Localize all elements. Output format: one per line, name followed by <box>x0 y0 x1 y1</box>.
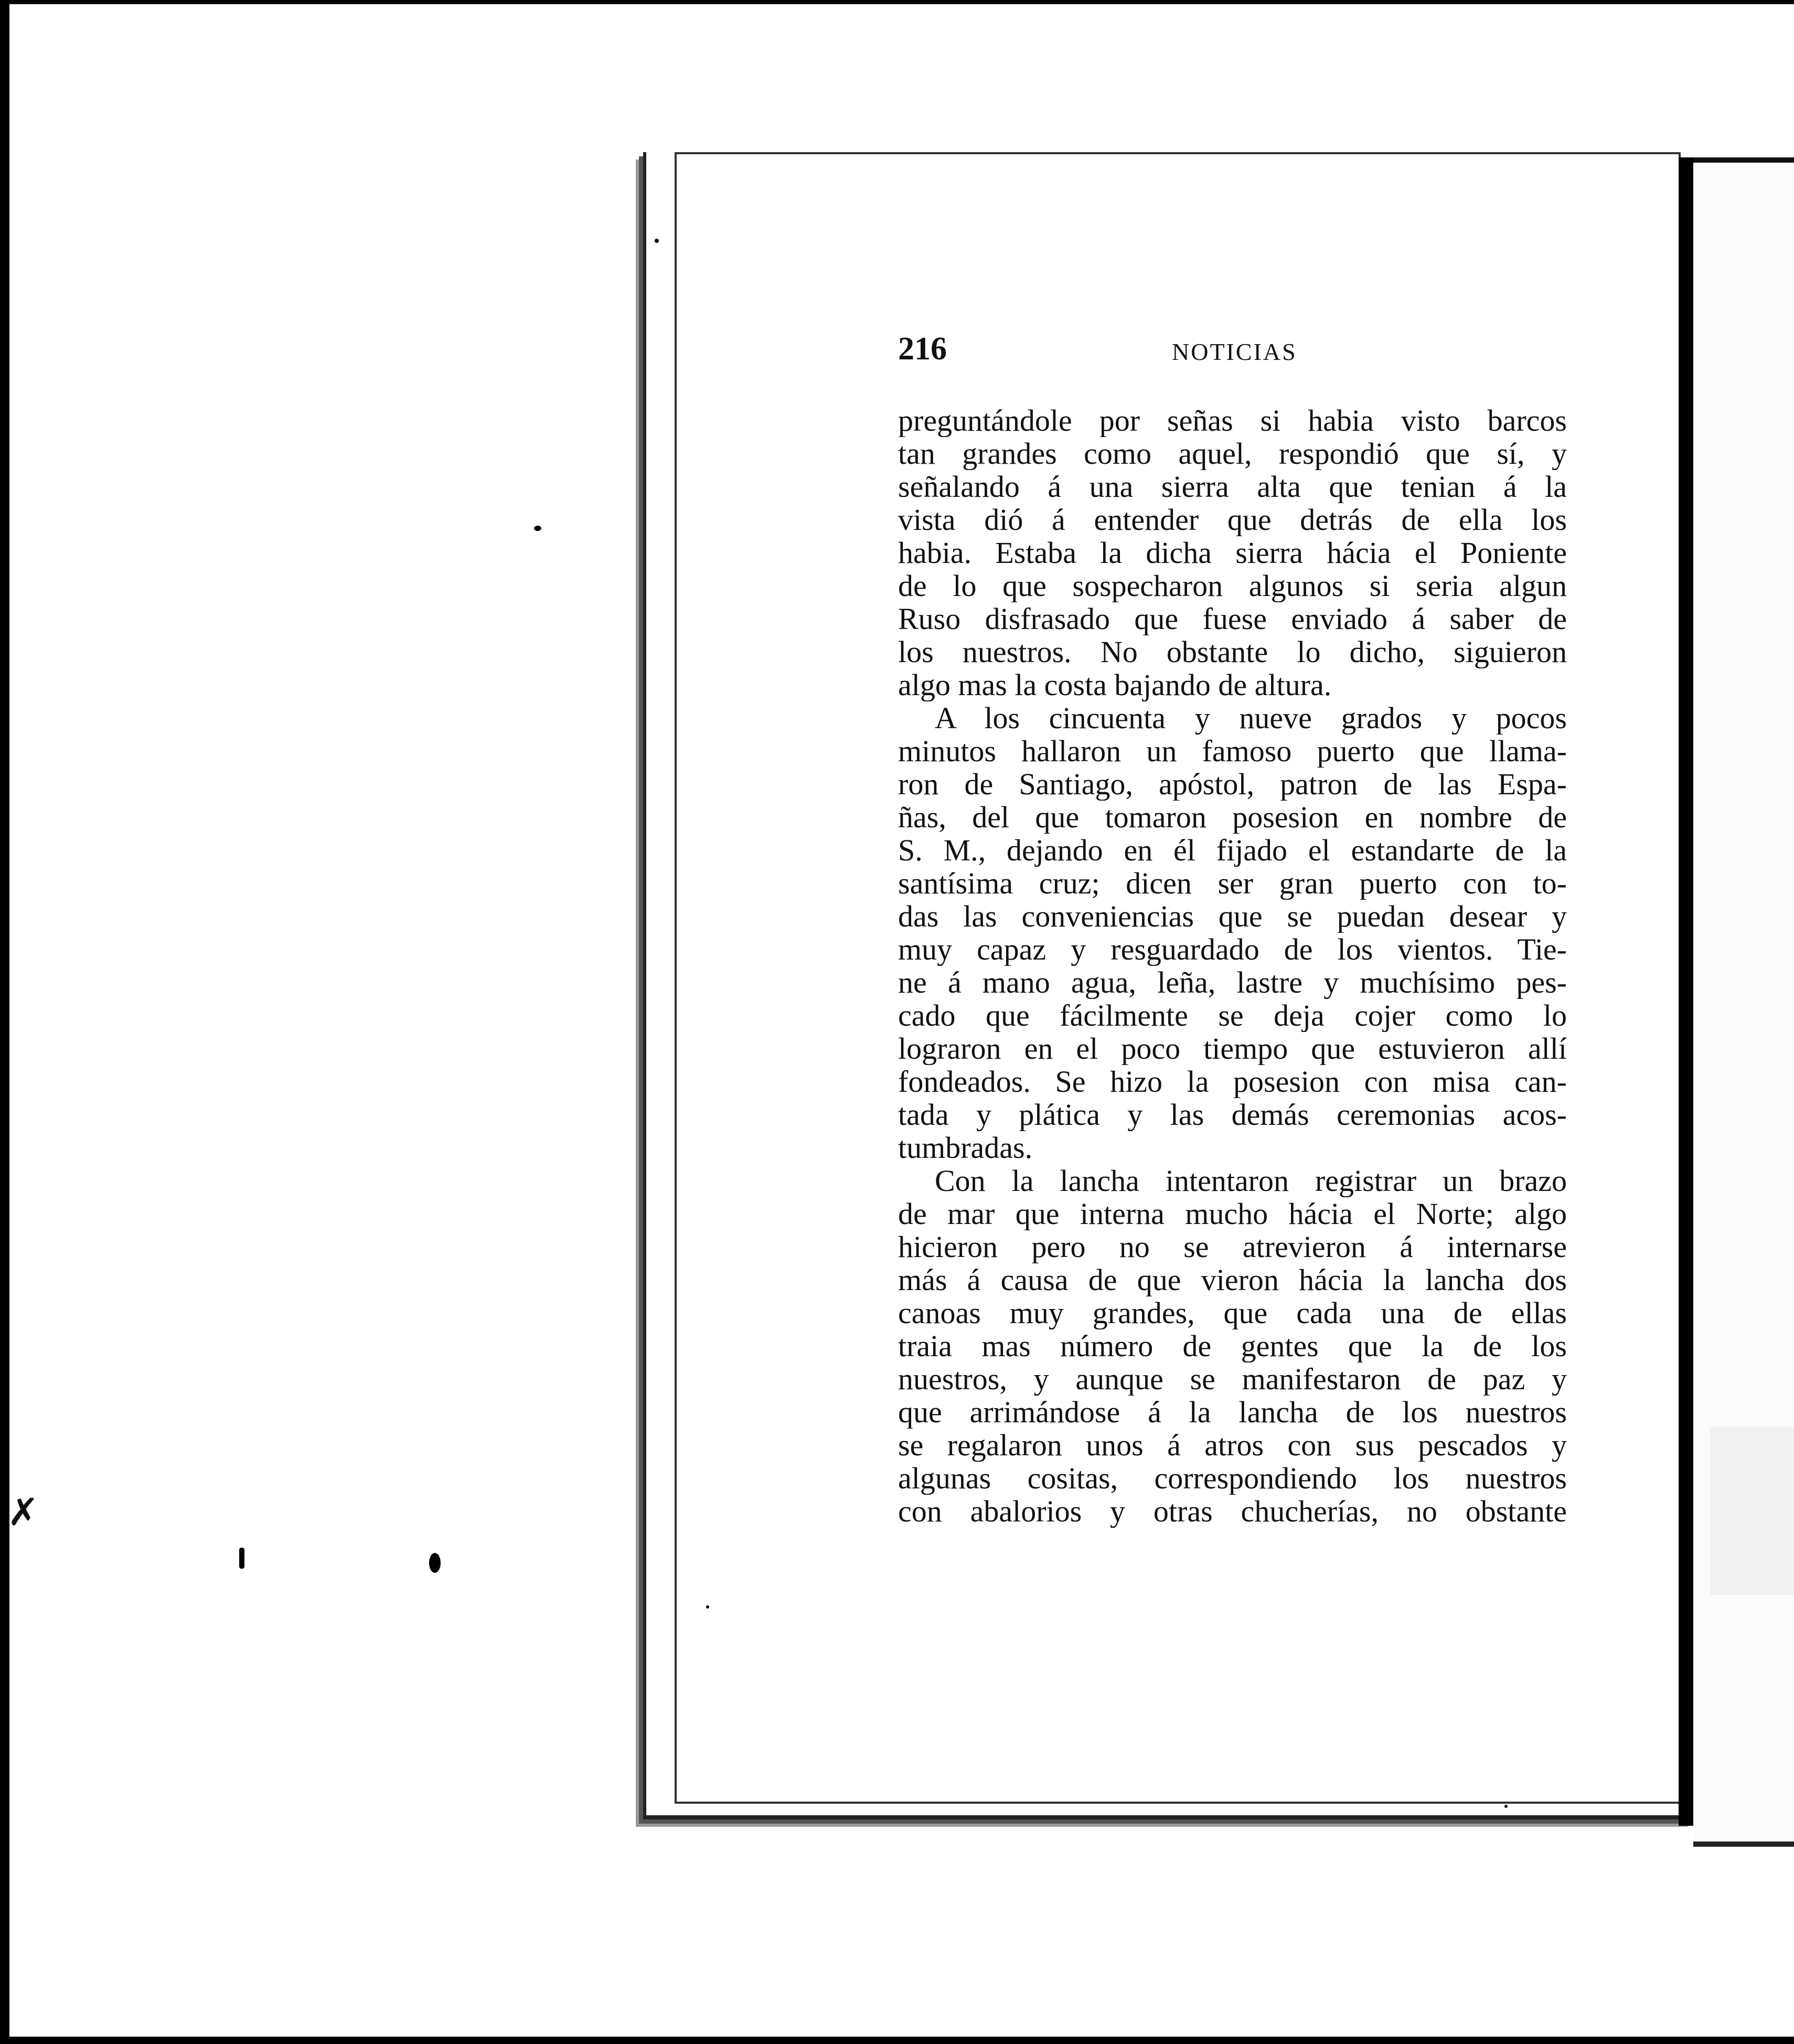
text-line: que arrimándose á la lancha de los nuestros <box>898 1396 1567 1429</box>
scan-border-bottom <box>0 2037 1794 2044</box>
facing-page-edge <box>1710 1427 1794 1595</box>
text-line: habia. Estaba la dicha sierra hácia el Poniente <box>898 536 1567 569</box>
text-line: tumbradas. <box>898 1131 1033 1164</box>
text-line: Ruso disfrasado que fuese enviado á saber de <box>898 602 1567 635</box>
text-line: tan grandes como aquel, respondió que sí, y <box>898 437 1567 470</box>
text-line: Con la lancha intentaron registrar un brazo <box>935 1164 1567 1197</box>
scan-speck <box>1504 1805 1508 1808</box>
text-line: ron de Santiago, apóstol, patron de las Espa- <box>898 768 1567 801</box>
text-line: fondeados. Se hizo la posesion con misa can- <box>898 1065 1567 1098</box>
text-line: preguntándole por señas si habia visto barcos <box>898 404 1567 437</box>
scan-border-left <box>0 0 9 2044</box>
text-line: tada y plática y las demás ceremonias acos- <box>898 1098 1567 1131</box>
scan-speck <box>534 526 541 531</box>
text-line: algunas cositas, correspondiendo los nuestros <box>898 1462 1567 1495</box>
text-line: cado que fácilmente se deja cojer como lo <box>898 999 1567 1032</box>
text-line: hicieron pero no se atrevieron á internarse <box>898 1230 1567 1263</box>
text-line: los nuestros. No obstante lo dicho, siguieron <box>898 635 1567 668</box>
text-line: ne á mano agua, leña, lastre y muchísimo pes- <box>898 966 1567 999</box>
text-line: más á causa de que vieron hácia la lancha dos <box>898 1263 1567 1296</box>
scan-speck <box>239 1548 244 1569</box>
text-line: santísima cruz; dicen ser gran puerto con to- <box>898 867 1567 900</box>
text-line: S. M., dejando en él fijado el estandarte de la <box>898 834 1567 867</box>
scan-speck <box>706 1605 709 1609</box>
body-text <box>898 404 1567 1528</box>
text-line: se regalaron unos á atros con sus pescados y <box>898 1429 1567 1462</box>
text-line: lograron en el poco tiempo que estuvieron allí <box>898 1032 1567 1065</box>
text-line: canoas muy grandes, que cada una de ellas <box>898 1296 1567 1329</box>
scan-speck <box>655 239 659 243</box>
text-line: ñas, del que tomaron posesion en nombre de <box>898 801 1567 834</box>
text-line: das las conveniencias que se puedan desear y <box>898 900 1567 933</box>
text-line: nuestros, y aunque se manifestaron de paz y <box>898 1362 1567 1396</box>
text-line: de mar que interna mucho hácia el Norte; algo <box>898 1197 1567 1230</box>
text-line: señalando á una sierra alta que tenian á la <box>898 470 1567 503</box>
text-line: muy capaz y resguardado de los vientos. Tie- <box>898 933 1567 966</box>
scan-border-top <box>0 0 1794 4</box>
text-line: traia mas número de gentes que la de los <box>898 1329 1567 1362</box>
text-line: con abalorios y otras chucherías, no obstante <box>898 1495 1567 1528</box>
book-gutter <box>1679 157 1693 1826</box>
running-head <box>898 331 1569 372</box>
page-number: 216 <box>898 331 947 367</box>
text-line: minutos hallaron un famoso puerto que llama- <box>898 734 1567 768</box>
text-line: algo mas la costa bajando de altura. <box>898 668 1332 701</box>
text-line: de lo que sospecharon algunos si seria algun <box>898 569 1567 602</box>
scan-speck <box>429 1553 441 1573</box>
text-line: A los cincuenta y nueve grados y pocos <box>935 701 1567 734</box>
running-title: NOTICIAS <box>1172 338 1297 365</box>
text-line: vista dió á entender que detrás de ella los <box>898 503 1567 536</box>
scan-mark-icon: ✗ <box>7 1490 39 1534</box>
